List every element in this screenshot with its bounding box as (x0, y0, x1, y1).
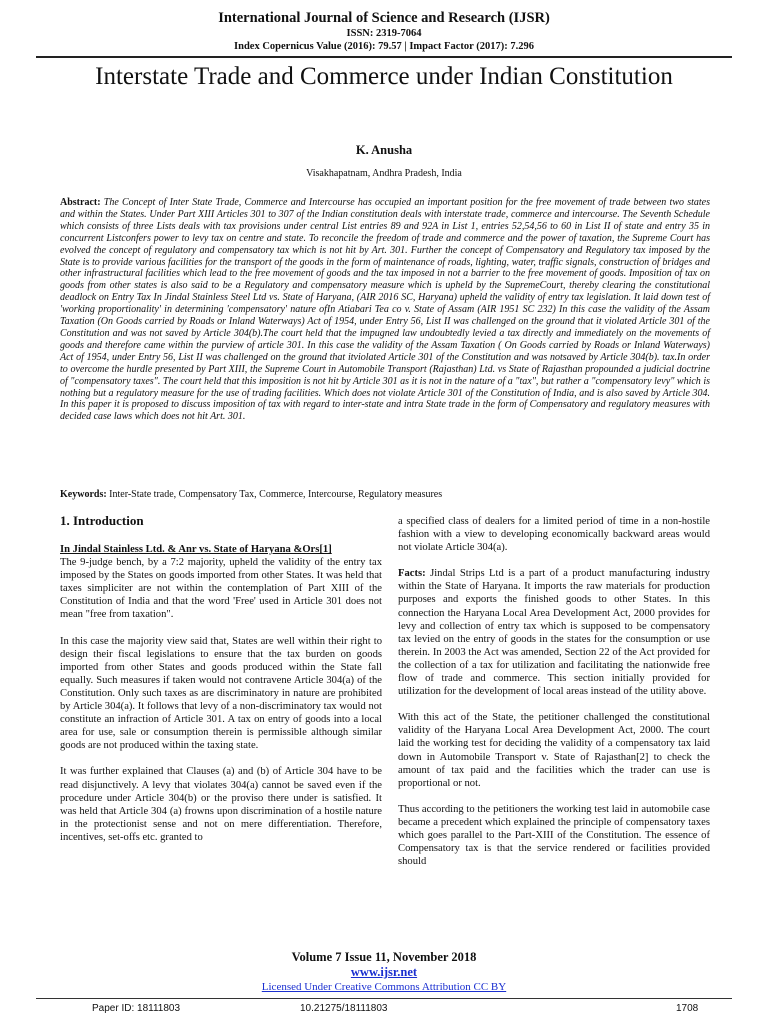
section-heading: 1. Introduction (60, 513, 144, 528)
paragraph: With this act of the State, the petitioner challenged the constitutional validity of the Haryana Local Area Development Act, 2000. The court laid the working test for deciding the validity of a compensatory tax laid down in Automobile Transport v. State of Rajasthan[2] to check the amount of tax paid and the facilities which the trader can use is proportional or not. (398, 712, 710, 789)
volume-issue: Volume 7 Issue 11, November 2018 (291, 950, 477, 964)
footer-divider (36, 998, 732, 999)
case-heading: In Jindal Stainless Ltd. & Anr vs. State of Haryana &Ors[1] (60, 544, 332, 555)
paragraph: The 9-judge bench, by a 7:2 majority, upheld the validity of the entry tax imposed by the States on goods imported from other States. It was held that taxes simpliciter are not within the contemplation of Part XIII of the Constitution of India and that the word 'Free' used in Article 301 does not mean "free from taxation". (60, 557, 382, 621)
keywords-label: Keywords: (60, 489, 107, 500)
left-column (60, 512, 382, 857)
page-footer (0, 950, 768, 994)
doi: 10.21275/18111803 (300, 1003, 388, 1014)
author-name: K. Anusha (355, 143, 413, 157)
paragraph: It was further explained that Clauses (a) and (b) of Article 304 have to be read disjunctively. A levy that violates 304(a) cannot be saved even if the procedure under Article 304(b) or the proviso there under is satisfied. It was held that Article 304 (a) frowns upon discrimination of a hostile nature in the protectionist sense and not on mere differentiation. Therefore, incentives, set-offs etc. granted to (60, 766, 382, 843)
author-affiliation: Visakhapatnam, Andhra Pradesh, India (306, 168, 462, 179)
header-divider (36, 56, 732, 58)
paragraph: a specified class of dealers for a limited period of time in a non-hostile fashion with a view to developing economically backward areas would not violate Article 304(a). (398, 516, 710, 554)
right-column (398, 515, 710, 881)
license-link[interactable]: Licensed Under Creative Commons Attribution CC BY (261, 981, 507, 993)
facts-label: Facts: (398, 568, 426, 580)
abstract-label: Abstract: (60, 197, 101, 208)
paper-id: Paper ID: 18111803 (92, 1003, 181, 1014)
abstract-text: The Concept of Inter State Trade, Commerce and Intercourse has occupied an important position for the free movement of trade between two states and within the States. Under Part XIII Articles 301 to 307 of the Indian constitution deals with interstate trade, commerce and intercourse. The Seventh Schedule which consists of three Lists deals with tax provisions under central List entries 89 and 92A in List 1, entries 52,54,56 to 60 in List II of state and entry 35 in concurrent Listconfers power to levy tax on centre and state. To reconcile the freedom of trade and commerce and the power of taxation, the Supreme Court has evolved the concept of regulatory and compensatory tax which is not hit by Art. 301. Further the concept of Compensatory and Regulatory tax imposed by the State is to provide various facilities for the transport of the goods in the form of maintenance of roads, lighting, water, traffic signals, construction of bridges and other infrastructural facilities which lead to the free movement of goods and the tax imposed in not a barrier to the free movement of goods. Imposition of tax on goods from other states is also said to be a Regulatory and compensatory measure which is upheld by the SupremeCourt, thereby clearing the constitutional deadlock on Entry Tax In Jindal Stainless Steel Ltd vs. State of Haryana, (AIR 2016 SC, Haryana) upheld the validity of entry tax legislation. It laid down test of 'working proportionality' in determining 'compensatory' nature ofIn Atiabari Tea co v. State of Assam (AIR 1951 SC 232) In this case the validity of the Assam Taxation (On Goods carried by Roads or Inland Waterways) Act of 1954, under Entry 56, List II was challenged on the ground that it violated Article 301 of the Constitution and was not saved by Article 304(b).The court held that the impugned law undoubtedly levied a tax directly and immediately on the movements of goods and therefore came within the purview of article 301. In this case the validity of the Assam Taxation ( On Goods carried by Roads or Inland Waterways) Act of 1954, under Entry 56, List II was challenged on the ground that itviolated Article 301 of the Constitution and was notsaved by Article 304(b). tax.In order to overcome the hurdle presented by Part XIII, the Supreme Court in Automobile Transport (Rajasthan) Ltd. vs State of Rajasthan propounded a judicial doctrine of "compensatory taxes". The court held that this imposition is not hit by Article 301 as it is not in the nature of a "tax", but rather a "compensatory levy" which is nothing but a regulatory measure for the use of trading facilities. Which does not violate Article 301 of the Constitution of India, and is also saved by Article 304. In this paper it is proposed to discuss imposition of tax with regard to inter-state and intra State trade in the form of Compensatory and regulatory measures with decided case laws which does not hit Art. 301. (60, 197, 710, 423)
journal-issn: ISSN: 2319-7064 (346, 28, 422, 39)
page-number: 1708 (676, 1003, 699, 1014)
abstract (60, 197, 710, 423)
keywords (60, 489, 710, 501)
journal-name: International Journal of Science and Research (IJSR) (218, 10, 550, 26)
journal-header (0, 10, 768, 53)
paragraph: Thus according to the petitioners the working test laid in automobile case became a precedent which explained the principle of compensatory taxes which goes parallel to the Part-XIII of the Constitution. The essence of Compensatory tax is that the service rendered or facilities provided should (398, 803, 710, 868)
website-link[interactable]: www.ijsr.net (350, 965, 418, 979)
keywords-text: Inter-State trade, Compensatory Tax, Commerce, Intercourse, Regulatory measures (109, 489, 443, 500)
facts-paragraph (398, 567, 710, 698)
paper-title: Interstate Trade and Commerce under Indian Constitution (95, 63, 673, 90)
facts-text: Jindal Strips Ltd is a part of a product manufacturing industry within the State of Haryana. It imports the raw materials for production purposes and exports the finished goods to other States. In this connection the Haryana Local Area Development Act, 2000 provides for levy and collection of entry tax which is supposed to be compensatory tax levied on the entry of goods in the states for the consumption or use therein. In 2003 the Act was amended, Section 22 of the Act provided for the collection of a tax for utilization and facilitating the nationwide free flow of trade and commerce. This section initially provided for utilization for the development of local areas instead of the utility above. (398, 568, 710, 698)
journal-index: Index Copernicus Value (2016): 79.57 | Impact Factor (2017): 7.296 (234, 41, 534, 52)
paragraph: In this case the majority view said that, States are well within their right to design their fiscal legislations to ensure that the tax burden on goods imported from other States and goods produced within the State fall equally. Such measures if taken would not contravene Article 304(a) of the Constitution. Only such taxes as are discriminatory in nature are prohibited by Article 304(a). It follows that levy of a non-discriminatory tax would not constitute an infraction of Article 301. A tax on entry of goods into a local area for use, sale or consumption therein is permissible although similar goods are not produced within the taxing state. (60, 635, 382, 752)
